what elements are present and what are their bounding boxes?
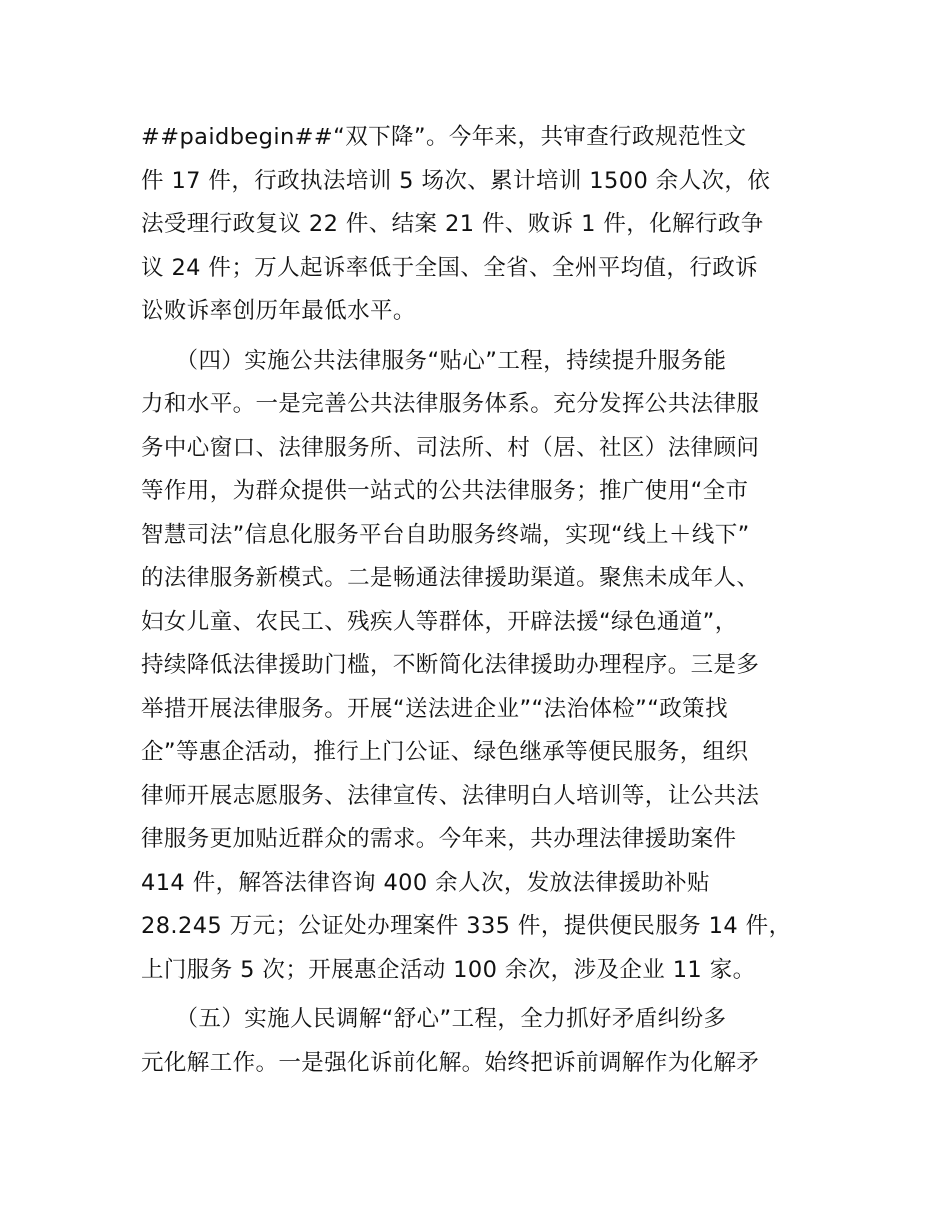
text-line: 件 17 件，行政执法培训 5 场次、累计培训 1500 余人次，依	[141, 167, 771, 194]
text-line: 讼败诉率创历年最低水平。	[141, 298, 416, 324]
text-line: 元化解工作。一是强化诉前化解。始终把诉前调解作为化解矛	[141, 1049, 760, 1076]
text-line: 的法律服务新模式。二是畅通法律援助渠道。聚焦未成年人、	[141, 565, 760, 591]
text-line: 举措开展法律服务。开展“送法进企业”“法治体检”“政策找	[141, 695, 728, 722]
text-line: 28.245 万元；公证处办理案件 335 件，提供便民服务 14 件，	[141, 913, 792, 939]
text-line: ##paidbegin##“双下降”。今年来，共审查行政规范性文	[141, 124, 747, 150]
text-line: 智慧司法”信息化服务平台自助服务终端，实现“线上＋线下”	[141, 521, 750, 548]
paragraph-3	[141, 998, 831, 1085]
text-line: 上门服务 5 次；开展惠企活动 100 余次，涉及企业 11 家。	[141, 956, 756, 983]
text-line: （五）实施人民调解“舒心”工程，全力抓好矛盾纠纷多	[141, 1006, 727, 1032]
text-line: 律服务更加贴近群众的需求。今年来，共办理法律援助案件	[141, 826, 737, 852]
paragraph-1	[141, 116, 831, 334]
paragraph-2	[141, 340, 831, 993]
document-body	[141, 116, 831, 1085]
text-line: 务中心窗口、法律服务所、司法所、村（居、社区）法律顾问	[141, 434, 760, 461]
text-line: 等作用，为群众提供一站式的公共法律服务；推广使用“全市	[141, 478, 749, 504]
text-line: （四）实施公共法律服务“贴心”工程，持续提升服务能	[141, 347, 727, 374]
text-line: 力和水平。一是完善公共法律服务体系。充分发挥公共法律服	[141, 391, 760, 417]
text-line: 持续降低法律援助门槛，不断简化法律援助办理程序。三是多	[141, 652, 760, 678]
text-line: 企”等惠企活动，推行上门公证、绿色继承等便民服务，组织	[141, 739, 749, 765]
text-line: 法受理行政复议 22 件、结案 21 件、败诉 1 件，化解行政争	[141, 211, 764, 237]
text-line: 议 24 件；万人起诉率低于全国、全省、全州平均值，行政诉	[141, 254, 759, 281]
text-line: 律师开展志愿服务、法律宣传、法律明白人培训等，让公共法	[141, 782, 760, 809]
text-line: 414 件，解答法律咨询 400 余人次，发放法律援助补贴	[141, 869, 710, 896]
text-line: 妇女儿童、农民工、残疾人等群体，开辟法援“绿色通道”，	[141, 608, 738, 635]
